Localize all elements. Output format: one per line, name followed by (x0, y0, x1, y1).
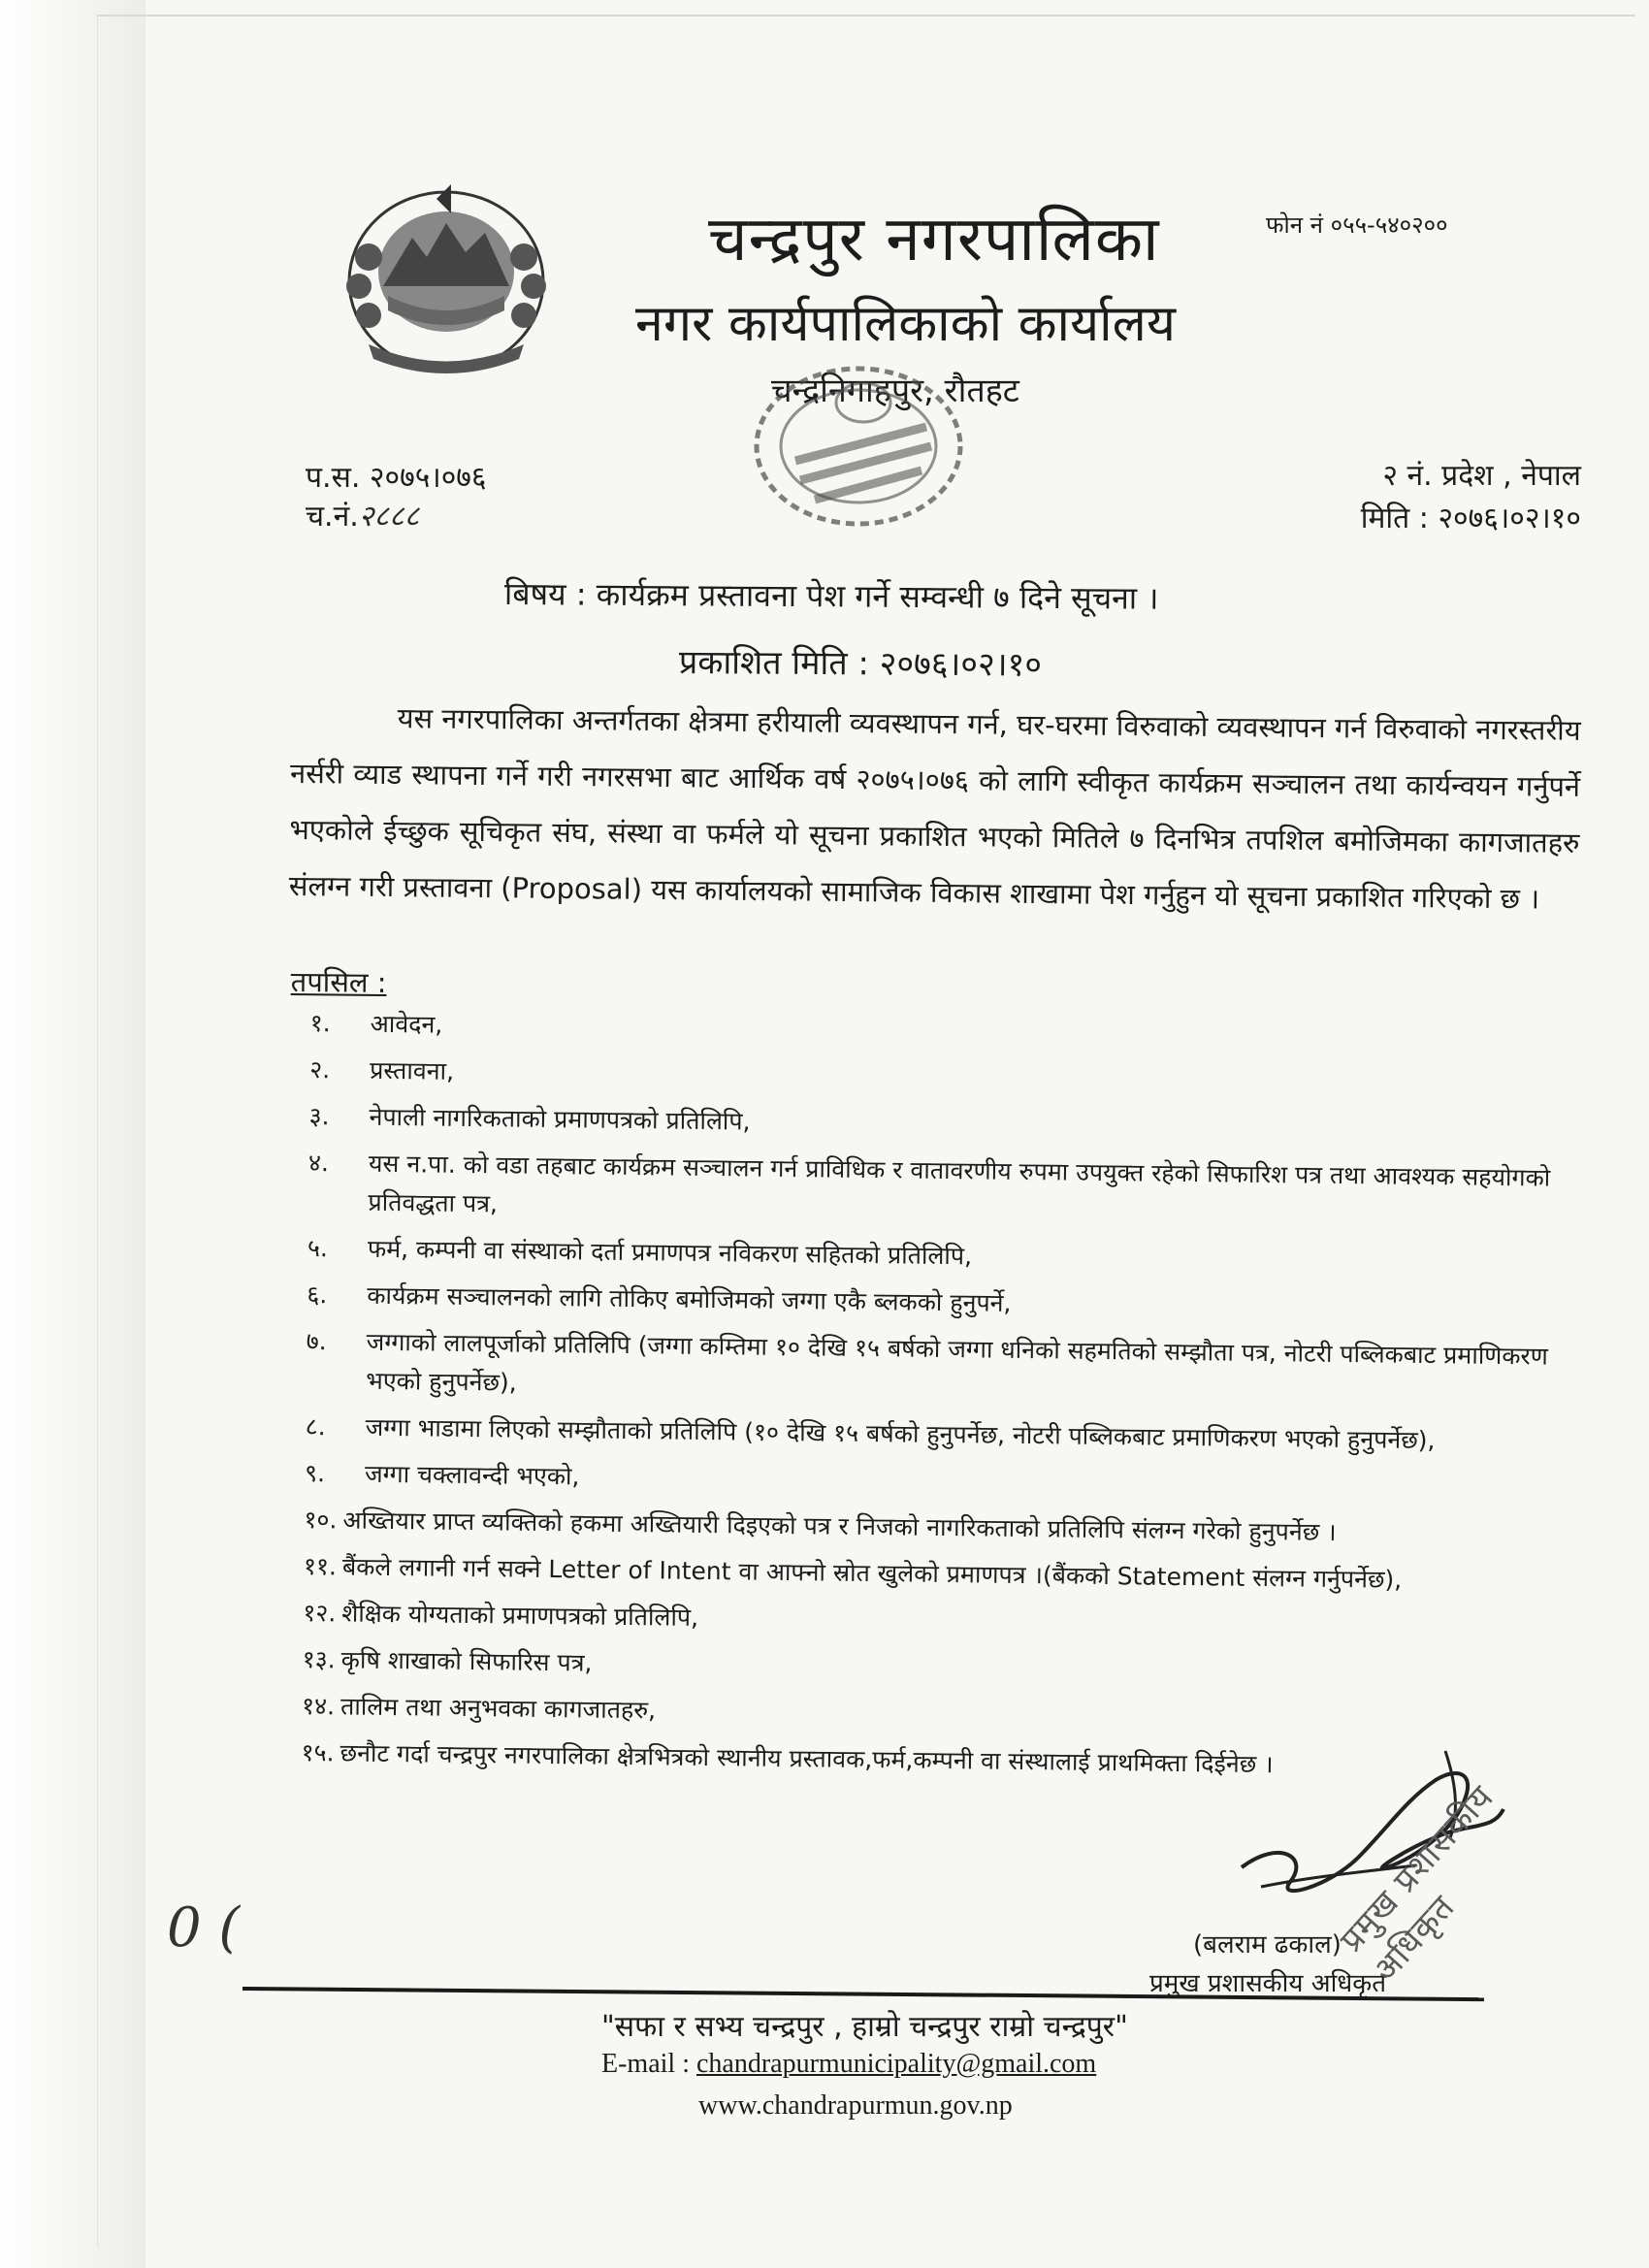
annex-item-text: फर्म, कम्पनी वा संस्थाको दर्ता प्रमाणपत्र नविकरण सहितको प्रतिलिपि, (367, 1234, 973, 1271)
signatory-name: (बलराम ढकाल) (1193, 1930, 1342, 1960)
annex-item-text: प्रस्तावना, (369, 1055, 455, 1085)
chalani-value: २८८८ (358, 500, 420, 534)
annex-item (309, 1051, 1561, 1105)
annex-item-number: ५. (307, 1233, 329, 1263)
email-link[interactable]: chandrapurmunicipality@gmail.com (695, 2049, 1097, 2079)
patra-sankhya: प.स. २०७५।०७६ (306, 461, 487, 495)
office-name: चन्द्रपुर नगरपालिका (708, 204, 1160, 275)
annex-item (307, 1144, 1560, 1237)
annex-title: तपसिल : (290, 964, 387, 1000)
annex-item (305, 1408, 1556, 1462)
footer-slogan: "सफा र सभ्य चन्द्रपुर , हाम्रो चन्द्रपुर राम्रो चन्द्रपुर" (601, 2010, 1128, 2044)
annex-item-number: १. (309, 1008, 331, 1038)
phone-number: फोन नं ०५५-५४०२०० (1266, 211, 1448, 239)
annex-item (304, 1501, 1555, 1555)
annex-item-number: १०. (304, 1505, 338, 1535)
annex-item-text: यस न.पा. को वडा तहबाट कार्यक्रम सञ्चालन गर्न प्राविधिक र वातावरणीय रुपमा उपयुक्त रहेको सिफारिश पत्र तथा आवश्यक सहयोगको प्रतिवद्धता पत्र, (368, 1149, 1551, 1218)
annex-item (304, 1547, 1555, 1602)
province: २ नं. प्रदेश , नेपाल (1382, 459, 1581, 493)
annex-item-text: बैंकले लगानी गर्न सक्ने Letter of Intent वा आफ्नो स्रोत खुलेको प्रमाणपत्र ।(बैंकको Statement संलग्न गर्नुपर्नेछ), (341, 1552, 1403, 1594)
office-subtitle: नगर कार्यपालिकाको कार्यालय (635, 295, 1177, 353)
annex-item-number: १३. (302, 1644, 336, 1674)
subject-line: बिषय : कार्यक्रम प्रस्तावना पेश गर्ने सम्वन्धी ७ दिने सूचना । (503, 575, 1159, 617)
office-stamp (728, 349, 989, 543)
annex-item (307, 1229, 1559, 1283)
annex-item-text: अख्तियार प्राप्त व्यक्तिको हकमा अख्तियारी दिइएको पत्र र निजको नागरिकताको प्रतिलिपि संलग्न गरेको हुनुपर्नेछ । (342, 1506, 1337, 1546)
annex-item (308, 1097, 1560, 1151)
footer-email (601, 2049, 1096, 2080)
annex-item-number: ६. (307, 1280, 328, 1310)
annex-item (307, 1276, 1558, 1330)
annex-item (306, 1322, 1558, 1415)
designation-seal: प्रमुख प्रशासकीय अधिकृत (1332, 1777, 1503, 1990)
annex-item-text: तालिम तथा अनुभवका कागजातहरु, (340, 1692, 657, 1725)
annex-item-number: ११. (303, 1551, 338, 1581)
annex-item-number: ८. (305, 1411, 326, 1442)
annex-list (301, 1004, 1562, 1796)
chalani-number (306, 495, 419, 535)
annex-item (303, 1594, 1554, 1648)
annex-item-text: आवेदन, (370, 1009, 443, 1039)
annex-item-text: नेपाली नागरिकताको प्रमाणपत्रको प्रतिलिपि, (369, 1102, 751, 1136)
annex-item-text: जग्गाको लालपूर्जाको प्रतिलिपि (जग्गा कम्तिमा १० देखि १५ बर्षको जग्गा धनिको सहमतिको सम्झौता पत्र, नोटरी पब्लिकबाट प्रमाणिकरण भएको हुनुपर्नेछ), (366, 1327, 1549, 1397)
annex-item-number: १५. (301, 1737, 335, 1767)
annex-item-text: जग्गा भाडामा लिएको सम्झौताको प्रतिलिपि (१० देखि १५ बर्षको हुनुपर्नेछ, नोटरी पब्लिकबाट प्रमाणिकरण भएको हुनुपर्नेछ), (365, 1412, 1436, 1455)
annex-item-number: ७. (306, 1326, 327, 1356)
annex-item-text: जग्गा चक्लावन्दी भएको, (364, 1459, 580, 1491)
annex-item-text: शैक्षिक योग्यताको प्रमाणपत्रको प्रतिलिपि, (341, 1599, 699, 1632)
annex-item (305, 1454, 1556, 1508)
annex-item (302, 1640, 1553, 1695)
signatory-title: प्रमुख प्रशासकीय अधिकृत (1149, 1969, 1387, 1998)
annex-item-number: १४. (301, 1691, 336, 1721)
annex-item-text: कृषि शाखाको सिफारिस पत्र, (340, 1645, 593, 1677)
email-label: E-mail : (601, 2049, 696, 2079)
annex-item-number: २. (308, 1054, 331, 1085)
chalani-label: च.नं. (306, 500, 359, 534)
letter-date: मिति : २०७६।०२।१० (1360, 502, 1581, 535)
annex-item (302, 1687, 1553, 1741)
office-address: चन्द्रनिगाहपुर, रौतहट (771, 372, 1019, 410)
published-date: प्रकाशित मिति : २०७६।०२।१० (678, 643, 1043, 685)
annex-item-text: कार्यक्रम सञ्चालनको लागि तोकिए बमोजिमको जग्गा एकै ब्लकको हुनुपर्ने, (367, 1280, 1012, 1317)
annex-item-text: छनौट गर्दा चन्द्रपुर नगरपालिका क्षेत्रभित्रको स्थानीय प्रस्तावक,फर्म,कम्पनी वा संस्थालाई प्राथमिक्ता दिईनेछ । (340, 1738, 1274, 1779)
annex-item-number: १२. (303, 1598, 337, 1628)
footer-website[interactable]: www.chandrapurmun.gov.np (698, 2090, 1013, 2121)
notice-body: यस नगरपालिका अन्तर्गतका क्षेत्रमा हरीयाली व्यवस्थापन गर्न, घर-घरमा विरुवाको व्यवस्थापन गर्न विरुवाको नगरस्तरीय नर्सरी व्याड स्थापना गर्ने गरी नगरसभा बाट आर्थिक वर्ष २०७५।०७६ को लागि स्वीकृत कार्यक्रम सञ्चालन तथा कार्यन्वयन गर्नुपर्ने भएकोले ईच्छुक सूचिकृत संघ, संस्था वा फर्मले यो सूचना प्रकाशित भएको मितिले ७ दिनभित्र तपशिल बमोजिमका कागजातहरु संलग्न गरी प्रस्तावना (Proposal) यस कार्यालयको सामाजिक विकास शाखामा पेश गर्नुहुन यो सूचना प्रकाशित गरिएको छ । (288, 701, 1581, 916)
nepal-emblem-icon (330, 179, 563, 383)
margin-note: 0 ( (167, 1896, 241, 1960)
annex-item-number: ३. (308, 1101, 330, 1131)
annex-item-number: ४. (307, 1148, 330, 1178)
annex-item-number: ९. (304, 1458, 326, 1488)
